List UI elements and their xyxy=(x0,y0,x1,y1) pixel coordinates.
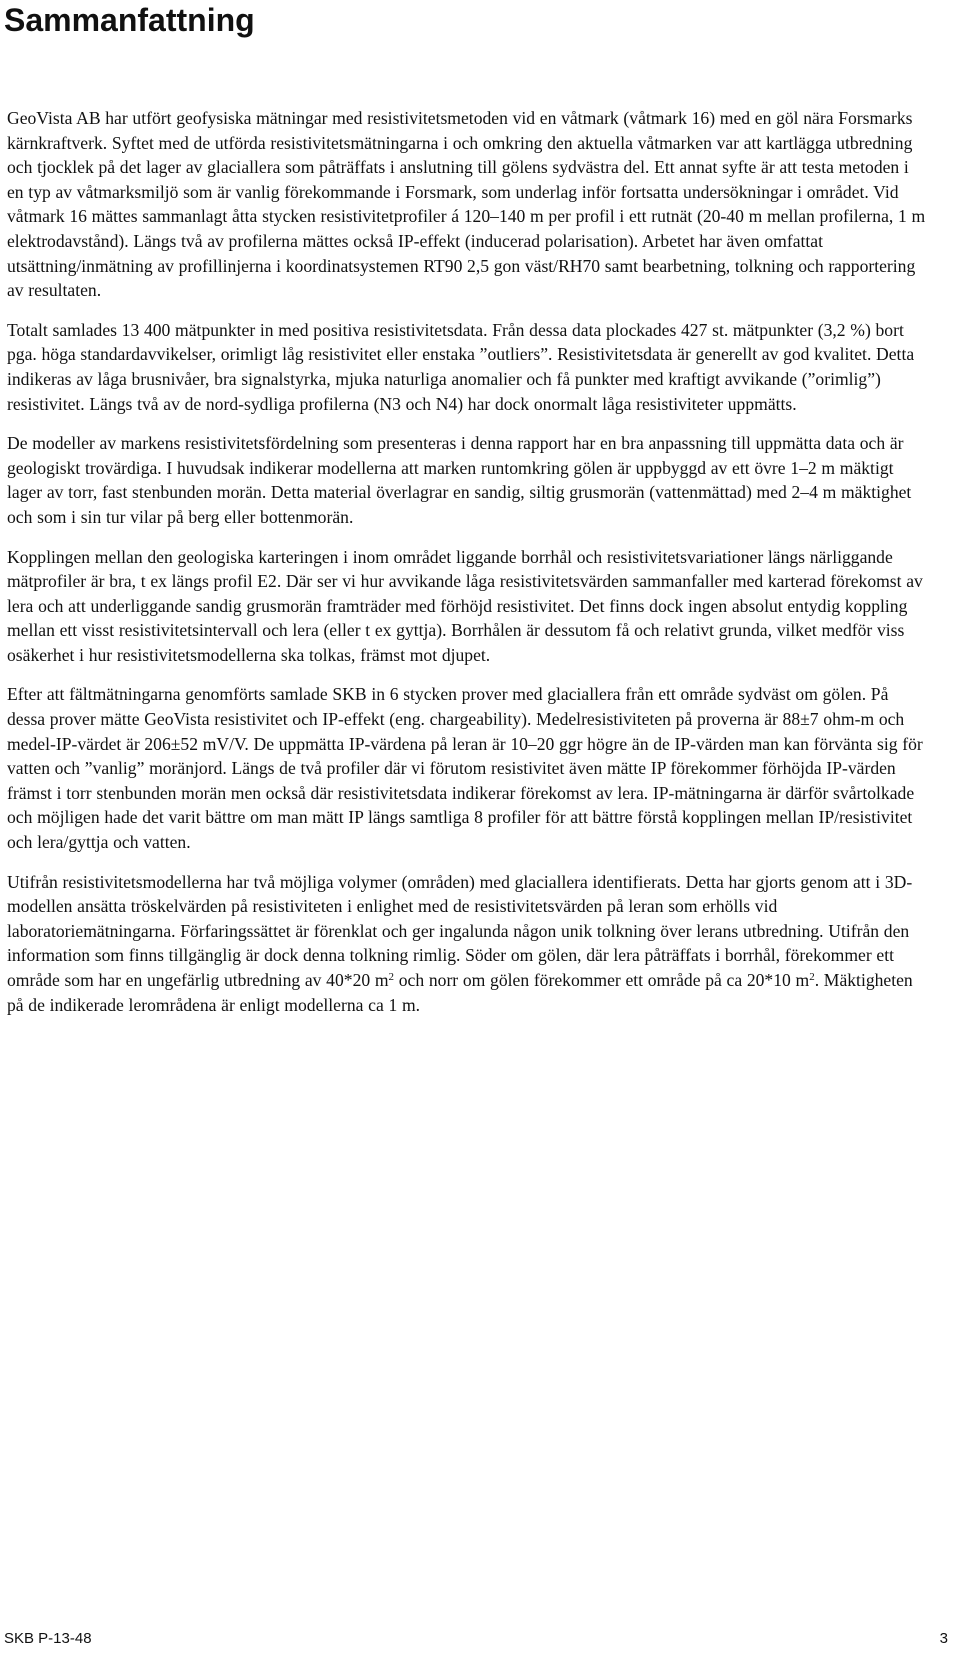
paragraph-clay-samples: Efter att fältmätningarna genomförts samlade SKB in 6 stycken prover med glaciallera från ett område sydväst om gölen. På dessa prover mätte GeoVista resistivitet och IP-effekt (eng. chargeability). Medelresistiviteten på proverna är 88±7 ohm-m och medel-IP-värdet är 206±52 mV/V. De uppmätta IP-värdena på leran är 10–20 ggr högre än de IP-värden man kan förvänta sig för vatten och ”vanlig” moränjord. Längs de två profiler där vi förutom resistivitet även mätte IP förekommer förhöjda IP-värden främst i torr stenbunden morän men också där resistivitetsdata indikerar förekomst av lera. IP-mätningarna är därför svårtolkade och möjligen hade det varit bättre om man mätt IP längs samtliga 8 profiler för att bättre förstå kopplingen mellan IP/resistivitet och lera/gyttja och vatten. xyxy=(7,684,923,853)
paragraph-boreholes: Kopplingen mellan den geologiska karteringen i inom området liggande borrhål och resistivitetsvariationer längs närliggande mätprofiler är bra, t ex längs profil E2. Där ser vi hur avvikande låga resistivitetsvärden sammanfaller med karterad förekomst av lera och att underliggande sandig grusmorän framträder med förhöjd resistivitet. Det finns dock ingen absolut entydig koppling mellan ett visst resistivitetsintervall och lera (eller t ex gyttja). Borrhålen är dessutom få och relativt grunda, vilket medför viss osäkerhet i hur resistivitetsmodellerna ska tolkas, främst mot djupet. xyxy=(7,546,923,665)
superscript-squared-2: 2 xyxy=(809,971,815,983)
page-title: Sammanfattning xyxy=(4,2,255,38)
paragraph-clay-volumes-end: . Mäktigheten på de indikerade lerområdena är enligt modellerna ca 1 m. xyxy=(7,970,913,1015)
page-number: 3 xyxy=(939,1630,948,1647)
paragraph-data-quality: Totalt samlades 13 400 mätpunkter in med positiva resistivitetsdata. Från dessa data plockades 427 st. mätpunkter (3,2 %) bort pga. höga standardavvikelser, orimligt låg resistivitet eller enstaka ”outliers”. Resistivitetsdata är generellt av god kvalitet. Detta indikeras av låga brusnivåer, bra signalstyrka, mjuka naturliga anomalier och få punkter med kraftigt avvikande (”orimlig”) resistivitet. Längs två av de nord-sydliga profilerna (N3 och N4) har dock onormalt låga resistiviteter uppmätts. xyxy=(7,319,915,414)
superscript-squared: 2 xyxy=(388,971,395,983)
summary-body xyxy=(7,106,927,1032)
paragraph-clay-volumes xyxy=(7,870,927,1018)
paragraph-clay-volumes-start: Utifrån resistivitetsmodellerna har två möjliga volymer (områden) med glaciallera identifierats. Detta har gjorts genom att i 3D-modellen ansätta tröskelvärden på resistiviteten i enlighet med de resistivitetsvärden på leran som erhölls vid laboratoriemätningarna. Förfaringssättet är förenklat och ger ingalunda någon unik tolkning över lerans utbredning. Utifrån den information som finns tillgänglig är dock denna tolkning rimlig. Söder om gölen, där lera påträffats i borrhål, förekommer ett område som har en ungefärlig utbredning av 40*20 m xyxy=(7,871,913,990)
paragraph-models: De modeller av markens resistivitetsfördelning som presenteras i denna rapport har en bra anpassning till uppmätta data och är geologiskt trovärdiga. I huvudsak indikerar modellerna att marken runtomkring gölen är uppbyggd av ett övre 1–2 m mäktigt lager av torr, fast stenbunden morän. Detta material överlagrar en sandig, siltig grusmorän (vattenmättad) med 2–4 m mäktighet och som i sin tur vilar på berg eller bottenmorän. xyxy=(7,433,912,527)
paragraph-intro: GeoVista AB har utfört geofysiska mätningar med resistivitetsmetoden vid en våtmark (våtmark 16) med en göl nära Forsmarks kärnkraftverk. Syftet med de utförda resistivitetsmätningarna i och omkring den aktuella våtmarken var att kartlägga utbredning och tjocklek på det lager av glaciallera som påträffats i anslutning till gölens sydvästra del. Ett annat syfte är att testa metoden i en typ av våtmarksmiljö som är vanlig förekommande i Forsmark, som underlag inför fortsatta undersökningar i området. Vid våtmark 16 mättes sammanlagt åtta stycken resistivitetprofiler á 120–140 m per profil i ett rutnät (20-40 m mellan profilerna, 1 m elektrodavstånd). Längs två av profilerna mättes också IP-effekt (inducerad polarisation). Arbetet har även omfattat utsättning/inmätning av profillinjerna i koordinatsystemen RT90 2,5 gon väst/RH70 samt bearbetning, tolkning och rapportering av resultaten. xyxy=(7,108,926,301)
paragraph-clay-volumes-mid: och norr om gölen förekommer ett område på ca 20*10 m xyxy=(394,970,810,990)
report-id: SKB P-13-48 xyxy=(4,1630,92,1647)
page-footer xyxy=(4,1628,948,1650)
